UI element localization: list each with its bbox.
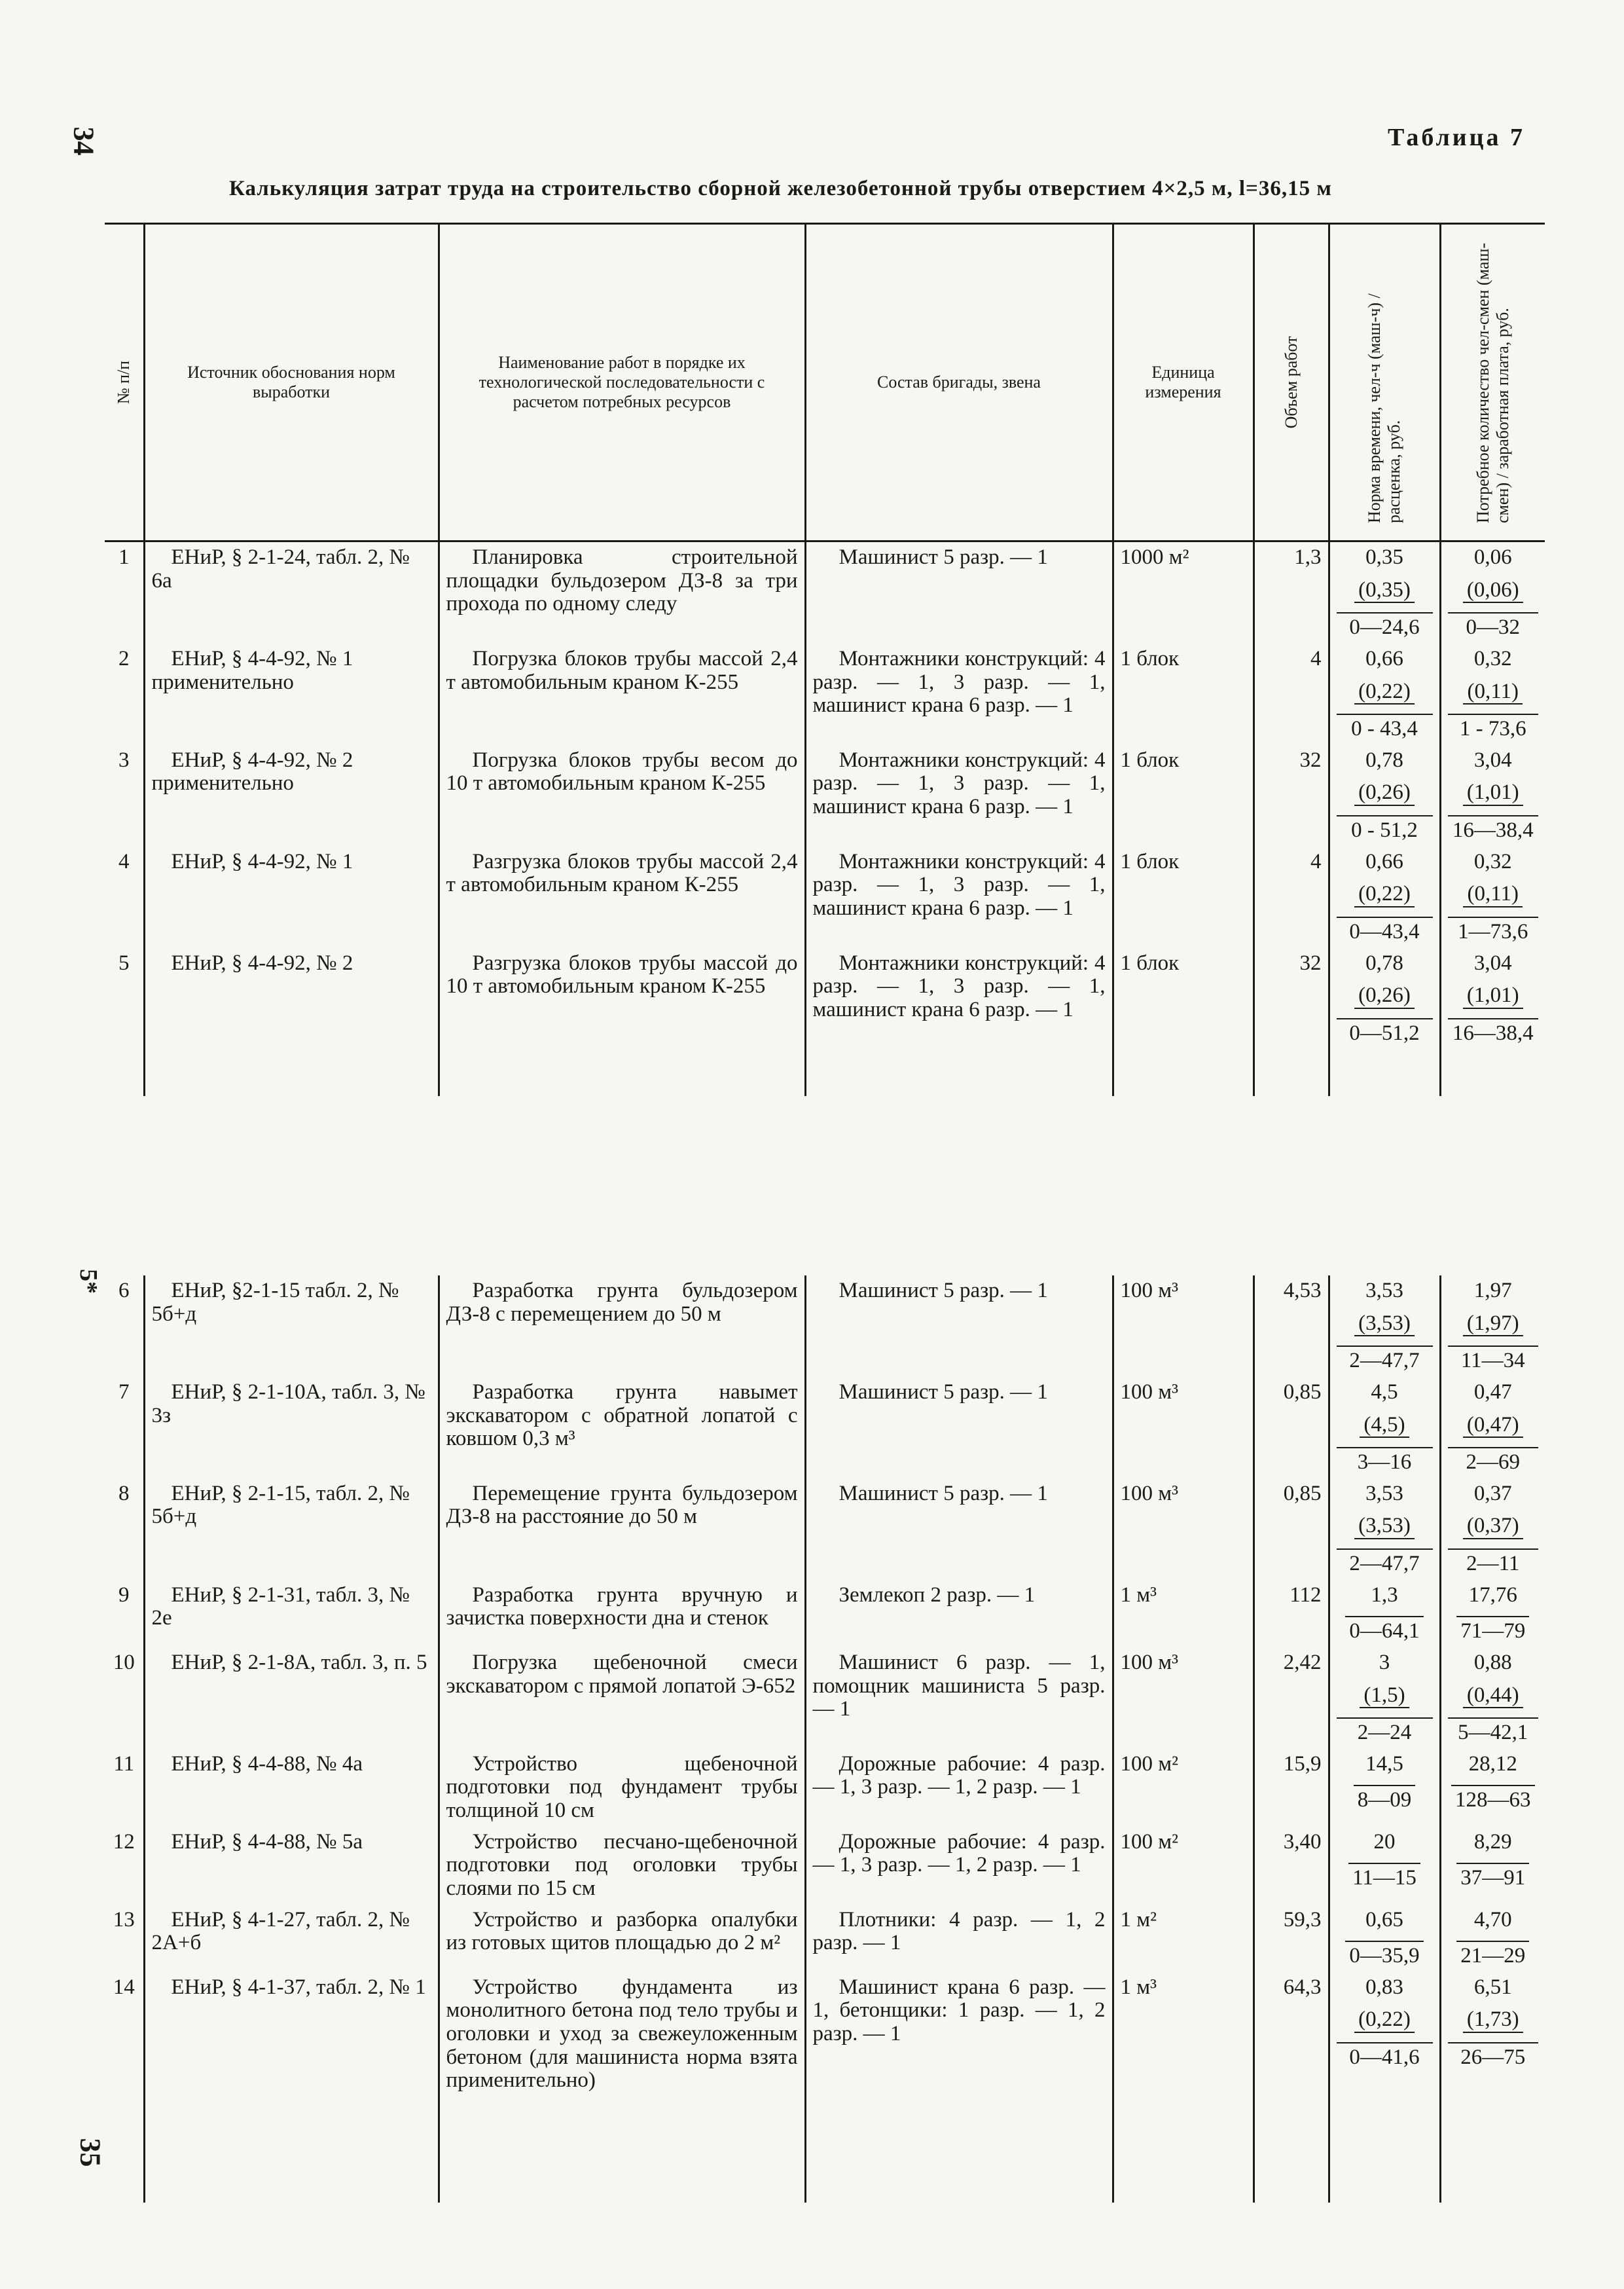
table-row [105, 948, 1545, 1050]
unit-of-measure: 1000 м² [1113, 541, 1254, 644]
norm-time: 0,83 [1365, 1975, 1403, 1999]
crew-composition: Монтажники конструкций: 4 разр. — 1, 3 разр. — 1, машинист крана 6 разр. — 1 [805, 948, 1113, 1050]
need-cell [1440, 1478, 1545, 1580]
unit-of-measure: 100 м² [1113, 1749, 1254, 1827]
need-wages: 1—73,6 [1448, 917, 1539, 944]
need-wages: 16—38,4 [1448, 815, 1539, 843]
norm-source: ЕНиР, § 2-1-15, табл. 2, № 5б+д [144, 1478, 439, 1580]
norm-machine-time: (3,53) [1354, 1312, 1415, 1337]
unit-of-measure: 100 м³ [1113, 1377, 1254, 1478]
need-machine-shifts: (0,06) [1463, 579, 1523, 604]
unit-of-measure: 100 м³ [1113, 1647, 1254, 1749]
work-volume: 2,42 [1254, 1647, 1329, 1749]
norm-machine-time: (0,35) [1354, 579, 1415, 604]
norm-cell [1329, 847, 1440, 948]
need-wages: 128—63 [1451, 1785, 1535, 1812]
header-norm: Норма времени, чел-ч (маш-ч) / расценка, руб. [1329, 224, 1440, 541]
crew-composition: Дорожные рабочие: 4 разр. — 1, 3 разр. — 1, 2 разр. — 1 [805, 1749, 1113, 1827]
row-number: 10 [105, 1647, 144, 1749]
norm-source: ЕНиР, § 2-1-24, табл. 2, № 6а [144, 541, 439, 644]
side-mark: 5* [75, 1269, 102, 1294]
norm-source: ЕНиР, § 4-4-88, № 4а [144, 1749, 439, 1827]
norm-time: 3,53 [1365, 1481, 1403, 1505]
table-row [105, 1827, 1545, 1905]
row-number: 1 [105, 541, 144, 644]
work-volume: 4 [1254, 847, 1329, 948]
need-cell [1440, 1580, 1545, 1647]
work-volume: 15,9 [1254, 1749, 1329, 1827]
row-number: 9 [105, 1580, 144, 1647]
need-machine-shifts: (0,47) [1463, 1414, 1523, 1438]
unit-of-measure: 1 м³ [1113, 1972, 1254, 2097]
norm-source: ЕНиР, §2-1-15 табл. 2, № 5б+д [144, 1275, 439, 1377]
need-shifts: 17,76 [1468, 1583, 1517, 1607]
crew-composition: Монтажники конструкций: 4 разр. — 1, 3 разр. — 1, машинист крана 6 разр. — 1 [805, 847, 1113, 948]
unit-of-measure: 1 блок [1113, 644, 1254, 745]
need-machine-shifts: (0,11) [1463, 680, 1523, 705]
norm-rate: 2—47,7 [1337, 1346, 1433, 1373]
row-number: 5 [105, 948, 144, 1050]
unit-of-measure: 100 м³ [1113, 1275, 1254, 1377]
need-machine-shifts: (1,01) [1463, 781, 1523, 806]
table-row [105, 1580, 1545, 1647]
need-wages: 26—75 [1448, 2042, 1539, 2070]
need-machine-shifts: (0,37) [1463, 1514, 1523, 1539]
norm-machine-time: (4,5) [1360, 1414, 1409, 1438]
crew-composition: Монтажники конструкций: 4 разр. — 1, 3 разр. — 1, машинист крана 6 разр. — 1 [805, 644, 1113, 745]
need-cell [1440, 1905, 1545, 1972]
calculation-table-top [105, 223, 1545, 1096]
unit-of-measure: 100 м² [1113, 1827, 1254, 1905]
work-volume: 3,40 [1254, 1827, 1329, 1905]
work-volume: 1,3 [1254, 541, 1329, 644]
need-cell [1440, 541, 1545, 644]
need-shifts: 4,70 [1473, 1907, 1512, 1932]
need-cell [1440, 644, 1545, 745]
work-name: Устройство щебеночной подготовки под фундамент трубы толщиной 10 см [439, 1749, 805, 1827]
work-name: Разработка грунта навымет экскаватором с обратной лопатой с ковшом 0,3 м³ [439, 1377, 805, 1478]
norm-cell [1329, 1827, 1440, 1905]
need-shifts: 6,51 [1473, 1975, 1512, 1999]
norm-rate: 2—24 [1337, 1717, 1433, 1745]
work-name: Разработка грунта бульдозером ДЗ-8 с перемещением до 50 м [439, 1275, 805, 1377]
need-shifts: 0,32 [1473, 646, 1512, 670]
work-name: Погрузка блоков трубы массой 2,4 т автомобильным краном К-255 [439, 644, 805, 745]
norm-source: ЕНиР, § 2-1-10А, табл. 3, № 3з [144, 1377, 439, 1478]
table-row [105, 1478, 1545, 1580]
need-wages: 21—29 [1456, 1941, 1529, 1968]
need-wages: 0—32 [1448, 612, 1539, 640]
crew-composition: Монтажники конструкций: 4 разр. — 1, 3 разр. — 1, машинист крана 6 разр. — 1 [805, 745, 1113, 847]
work-name: Устройство фундамента из монолитного бетона под тело трубы и оголовки и уход за свежеуложенным бетоном (для машиниста норма взята применительно) [439, 1972, 805, 2097]
work-volume: 32 [1254, 948, 1329, 1050]
header-work: Наименование работ в порядке их технологической последовательности с расчетом потребных ресурсов [439, 224, 805, 541]
work-name: Разгрузка блоков трубы массой 2,4 т автомобильным краном К-255 [439, 847, 805, 948]
table-row [105, 1749, 1545, 1827]
row-number: 4 [105, 847, 144, 948]
norm-cell [1329, 1275, 1440, 1377]
norm-rate: 3—16 [1337, 1447, 1433, 1474]
need-cell [1440, 745, 1545, 847]
norm-cell [1329, 644, 1440, 745]
need-cell [1440, 1827, 1545, 1905]
norm-cell [1329, 948, 1440, 1050]
row-number: 12 [105, 1827, 144, 1905]
norm-cell [1329, 1972, 1440, 2097]
norm-time: 0,35 [1365, 545, 1403, 569]
row-number: 6 [105, 1275, 144, 1377]
need-cell [1440, 1749, 1545, 1827]
row-number: 13 [105, 1905, 144, 1972]
need-wages: 11—34 [1448, 1346, 1539, 1373]
work-name: Перемещение грунта бульдозером ДЗ-8 на расстояние до 50 м [439, 1478, 805, 1580]
norm-source: ЕНиР, § 2-1-31, табл. 3, № 2е [144, 1580, 439, 1647]
norm-rate: 0—41,6 [1337, 2042, 1433, 2070]
norm-cell [1329, 1377, 1440, 1478]
crew-composition: Дорожные рабочие: 4 разр. — 1, 3 разр. — 1, 2 разр. — 1 [805, 1827, 1113, 1905]
norm-time: 3 [1379, 1650, 1390, 1674]
work-volume: 32 [1254, 745, 1329, 847]
header-source: Источник обоснования норм выработки [144, 224, 439, 541]
need-machine-shifts: (0,44) [1463, 1684, 1523, 1709]
norm-cell [1329, 541, 1440, 644]
table-row [105, 1972, 1545, 2097]
table-row [105, 1905, 1545, 1972]
norm-rate: 0—51,2 [1337, 1018, 1433, 1046]
page-number-top: 34 [67, 126, 100, 156]
header-crew: Состав бригады, звена [805, 224, 1113, 541]
need-cell [1440, 948, 1545, 1050]
unit-of-measure: 1 блок [1113, 948, 1254, 1050]
need-shifts: 28,12 [1468, 1751, 1517, 1776]
table-row [105, 1647, 1545, 1749]
norm-time: 3,53 [1365, 1279, 1403, 1302]
work-volume: 112 [1254, 1580, 1329, 1647]
crew-composition: Машинист крана 6 разр. — 1, бетонщики: 1 разр. — 1, 2 разр. — 1 [805, 1972, 1113, 2097]
table-label: Таблица 7 [1388, 124, 1526, 151]
norm-time: 0,66 [1365, 646, 1403, 670]
norm-rate: 0—43,4 [1337, 917, 1433, 944]
table-row [105, 745, 1545, 847]
unit-of-measure: 1 блок [1113, 847, 1254, 948]
work-name: Планировка строительной площадки бульдозером ДЗ-8 за три прохода по одному следу [439, 541, 805, 644]
table-row [105, 1377, 1545, 1478]
norm-source: ЕНиР, § 2-1-8А, табл. 3, п. 5 [144, 1647, 439, 1749]
work-volume: 0,85 [1254, 1377, 1329, 1478]
norm-machine-time: (0,22) [1354, 680, 1415, 705]
header-unit: Единица измерения [1113, 224, 1254, 541]
need-shifts: 3,04 [1473, 748, 1512, 772]
norm-rate: 11—15 [1348, 1863, 1420, 1890]
norm-source: ЕНиР, § 4-1-37, табл. 2, № 1 [144, 1972, 439, 2097]
norm-time: 0,78 [1365, 748, 1403, 772]
norm-source: ЕНиР, § 4-4-92, № 2 применительно [144, 745, 439, 847]
norm-cell [1329, 745, 1440, 847]
work-name: Погрузка блоков трубы весом до 10 т автомобильным краном К-255 [439, 745, 805, 847]
table-bottom-spacer [105, 1049, 1545, 1096]
norm-cell [1329, 1749, 1440, 1827]
row-number: 3 [105, 745, 144, 847]
unit-of-measure: 100 м³ [1113, 1478, 1254, 1580]
need-machine-shifts: (1,97) [1463, 1312, 1523, 1337]
crew-composition: Землекоп 2 разр. — 1 [805, 1580, 1113, 1647]
norm-cell [1329, 1580, 1440, 1647]
norm-time: 0,65 [1365, 1907, 1403, 1932]
work-volume: 4,53 [1254, 1275, 1329, 1377]
row-number: 11 [105, 1749, 144, 1827]
crew-composition: Машинист 5 разр. — 1 [805, 1478, 1113, 1580]
norm-rate: 0—24,6 [1337, 612, 1433, 640]
need-shifts: 8,29 [1473, 1829, 1512, 1854]
need-shifts: 0,37 [1473, 1481, 1512, 1505]
norm-source: ЕНиР, § 4-1-27, табл. 2, № 2А+б [144, 1905, 439, 1972]
need-cell [1440, 1647, 1545, 1749]
crew-composition: Машинист 5 разр. — 1 [805, 1275, 1113, 1377]
table-row [105, 847, 1545, 948]
norm-rate: 0—35,9 [1345, 1941, 1423, 1968]
need-shifts: 3,04 [1473, 951, 1512, 975]
norm-time: 4,5 [1371, 1380, 1398, 1404]
header-num: № п/п [105, 224, 144, 541]
need-wages: 2—11 [1448, 1548, 1539, 1576]
need-machine-shifts: (1,01) [1463, 984, 1523, 1009]
work-name: Устройство и разборка опалубки из готовых щитов площадью до 2 м² [439, 1905, 805, 1972]
crew-composition: Машинист 5 разр. — 1 [805, 541, 1113, 644]
norm-rate: 0 - 43,4 [1337, 714, 1433, 741]
need-cell [1440, 1275, 1545, 1377]
work-volume: 0,85 [1254, 1478, 1329, 1580]
norm-cell [1329, 1905, 1440, 1972]
need-machine-shifts: (1,73) [1463, 2008, 1523, 2033]
work-name: Разработка грунта вручную и зачистка поверхности дна и стенок [439, 1580, 805, 1647]
norm-source: ЕНиР, § 4-4-92, № 1 применительно [144, 644, 439, 745]
row-number: 2 [105, 644, 144, 745]
need-wages: 37—91 [1456, 1863, 1529, 1890]
norm-cell [1329, 1478, 1440, 1580]
norm-rate: 2—47,7 [1337, 1548, 1433, 1576]
unit-of-measure: 1 блок [1113, 745, 1254, 847]
work-volume: 4 [1254, 644, 1329, 745]
table-caption: Калькуляция затрат труда на строительство сборной железобетонной трубы отверстием 4×2,5 м, l=36,15 м [229, 177, 1332, 200]
norm-time: 0,66 [1365, 849, 1403, 873]
table-row [105, 1275, 1545, 1377]
work-name: Разгрузка блоков трубы массой до 10 т автомобильным краном К-255 [439, 948, 805, 1050]
calculation-table-bottom [105, 1275, 1545, 2203]
table-row [105, 541, 1545, 644]
row-number: 8 [105, 1478, 144, 1580]
table-row [105, 644, 1545, 745]
need-wages: 2—69 [1448, 1447, 1539, 1474]
norm-time: 1,3 [1371, 1583, 1398, 1607]
crew-composition: Машинист 5 разр. — 1 [805, 1377, 1113, 1478]
norm-machine-time: (0,22) [1354, 2008, 1415, 2033]
row-number: 14 [105, 1972, 144, 2097]
header-volume: Объем работ [1254, 224, 1329, 541]
norm-machine-time: (0,22) [1354, 883, 1415, 907]
norm-machine-time: (0,26) [1354, 781, 1415, 806]
work-name: Погрузка щебеночной смеси экскаватором с прямой лопатой Э-652 [439, 1647, 805, 1749]
norm-time: 0,78 [1365, 951, 1403, 975]
need-cell [1440, 1972, 1545, 2097]
need-cell [1440, 847, 1545, 948]
norm-cell [1329, 1647, 1440, 1749]
norm-time: 14,5 [1365, 1751, 1403, 1776]
need-shifts: 0,06 [1473, 545, 1512, 569]
row-number: 7 [105, 1377, 144, 1478]
work-name: Устройство песчано-щебеночной подготовки под оголовки трубы слоями по 15 см [439, 1827, 805, 1905]
need-shifts: 1,97 [1473, 1279, 1512, 1302]
need-machine-shifts: (0,11) [1463, 883, 1523, 907]
work-volume: 64,3 [1254, 1972, 1329, 2097]
unit-of-measure: 1 м³ [1113, 1580, 1254, 1647]
page-number-bottom: 35 [74, 2138, 107, 2167]
norm-source: ЕНиР, § 4-4-92, № 2 [144, 948, 439, 1050]
need-wages: 16—38,4 [1448, 1018, 1539, 1046]
norm-machine-time: (1,5) [1360, 1684, 1409, 1709]
header-need: Потребное количество чел-смен (маш-смен) / заработная плата, руб. [1440, 224, 1545, 541]
work-volume: 59,3 [1254, 1905, 1329, 1972]
norm-rate: 0—64,1 [1345, 1616, 1423, 1643]
crew-composition: Плотники: 4 разр. — 1, 2 разр. — 1 [805, 1905, 1113, 1972]
need-wages: 5—42,1 [1448, 1717, 1539, 1745]
norm-time: 20 [1373, 1829, 1396, 1854]
norm-source: ЕНиР, § 4-4-88, № 5а [144, 1827, 439, 1905]
need-cell [1440, 1377, 1545, 1478]
need-wages: 71—79 [1456, 1616, 1529, 1643]
need-wages: 1 - 73,6 [1448, 714, 1539, 741]
table-bottom-spacer [105, 2097, 1545, 2203]
unit-of-measure: 1 м² [1113, 1905, 1254, 1972]
need-shifts: 0,47 [1473, 1380, 1512, 1404]
norm-machine-time: (0,26) [1354, 984, 1415, 1009]
norm-rate: 0 - 51,2 [1337, 815, 1433, 843]
norm-machine-time: (3,53) [1354, 1514, 1415, 1539]
norm-source: ЕНиР, § 4-4-92, № 1 [144, 847, 439, 948]
table-header-row [105, 224, 1545, 541]
norm-rate: 8—09 [1354, 1785, 1416, 1812]
crew-composition: Машинист 6 разр. — 1, помощник машиниста 5 разр. — 1 [805, 1647, 1113, 1749]
need-shifts: 0,32 [1473, 849, 1512, 873]
need-shifts: 0,88 [1473, 1650, 1512, 1674]
